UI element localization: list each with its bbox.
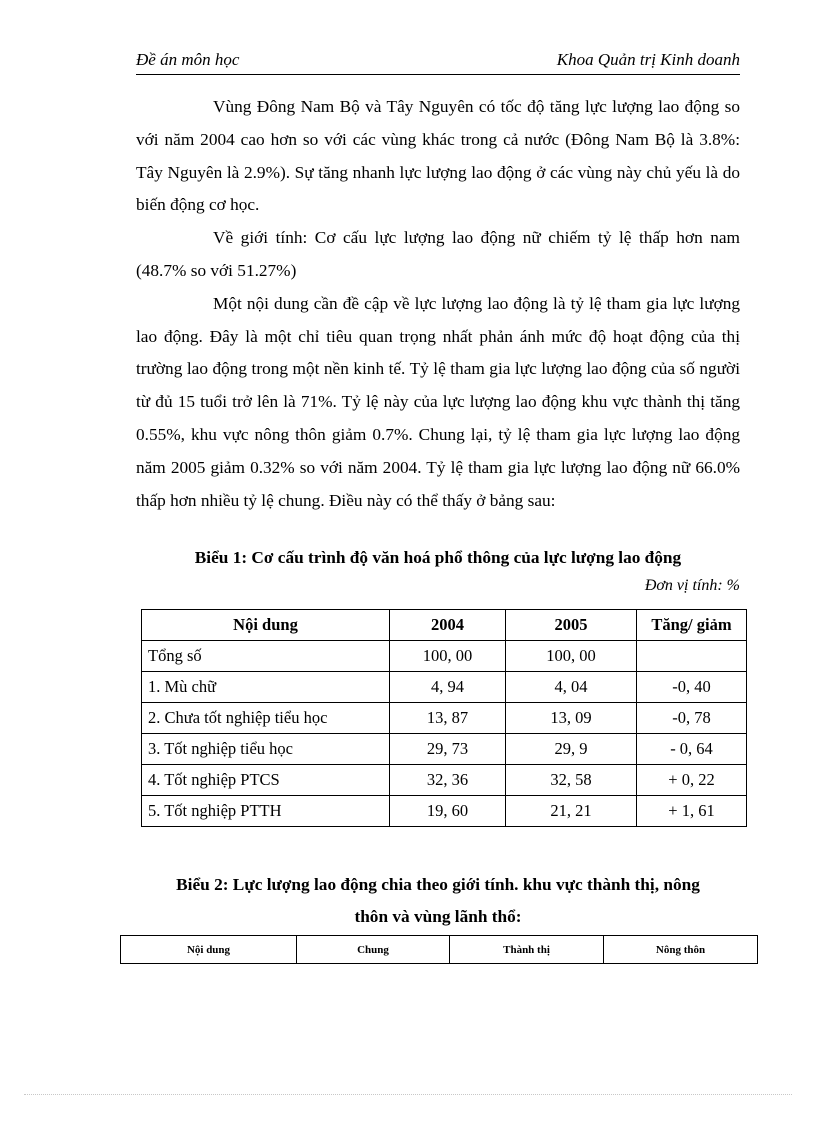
value-change: + 0, 22	[637, 765, 747, 796]
header-course-title: Đề án môn học	[136, 50, 240, 69]
table-row	[142, 672, 747, 703]
table-row	[142, 765, 747, 796]
value-2004: 32, 36	[390, 765, 506, 796]
header-change: Tăng/ giảm	[637, 610, 747, 641]
header-content: Nội dung	[142, 610, 390, 641]
header-total: Chung	[297, 936, 450, 964]
education-structure-table	[141, 609, 747, 827]
table-row	[142, 796, 747, 827]
table-row	[142, 734, 747, 765]
table1-unit: Đơn vị tính: %	[644, 577, 740, 594]
page-bottom-divider	[24, 1094, 792, 1095]
value-2004: 100, 00	[390, 641, 506, 672]
header-2005: 2005	[506, 610, 637, 641]
table2-caption-line1: Biểu 2: Lực lượng lao động chia theo giới tính. khu vực thành thị, nông	[176, 875, 700, 894]
value-2005: 29, 9	[506, 734, 637, 765]
header-urban: Thành thị	[450, 936, 604, 964]
table-header-row	[142, 610, 747, 641]
value-2004: 19, 60	[390, 796, 506, 827]
table-row	[142, 703, 747, 734]
value-2004: 13, 87	[390, 703, 506, 734]
table-header-row	[121, 936, 758, 964]
row-label: Tổng số	[142, 641, 390, 672]
paragraph-regional-growth: Vùng Đông Nam Bộ và Tây Nguyên có tốc độ tăng lực lượng lao động so với năm 2004 cao hơn so với các vùng khác trong cả nước (Đông Nam Bộ là 3.8%: Tây Nguyên là 2.9%). Sự tăng nhanh lực lượng lao động ở các vùng này chủ yếu là do biến động cơ học.	[136, 97, 740, 215]
body-text	[136, 91, 740, 517]
table2-caption	[136, 869, 740, 933]
value-2005: 4, 04	[506, 672, 637, 703]
value-2005: 32, 58	[506, 765, 637, 796]
table2-caption-line2: thôn và vùng lãnh thổ:	[354, 907, 522, 926]
page-header	[136, 48, 740, 75]
value-2005: 21, 21	[506, 796, 637, 827]
value-change: + 1, 61	[637, 796, 747, 827]
table1-caption: Biểu 1: Cơ cấu trình độ văn hoá phổ thông của lực lượng lao động	[194, 548, 682, 567]
row-label: 2. Chưa tốt nghiệp tiểu học	[142, 703, 390, 734]
table-row	[142, 641, 747, 672]
row-label: 1. Mù chữ	[142, 672, 390, 703]
row-label: 4. Tốt nghiệp PTCS	[142, 765, 390, 796]
paragraph-gender: Về giới tính: Cơ cấu lực lượng lao động nữ chiếm tỷ lệ thấp hơn nam (48.7% so với 51.27%)	[136, 228, 740, 280]
paragraph-participation-rate: Một nội dung cần đề cập về lực lượng lao động là tỷ lệ tham gia lực lượng lao động. Đây là một chỉ tiêu quan trọng nhất phản ánh mức độ hoạt động của thị trường lao động trong một nền kinh tế. Tỷ lệ tham gia lực lượng lao động của số người từ đủ 15 tuổi trở lên là 71%. Tỷ lệ này của lực lượng lao động khu vực thành thị tăng 0.55%, khu vực nông thôn giảm 0.7%. Chung lại, tỷ lệ tham gia lực lượng lao động năm 2005 giảm 0.32% so với năm 2004. Tỷ lệ tham gia lực lượng lao động nữ 66.0% thấp hơn nhiều tỷ lệ chung. Điều này có thể thấy ở bảng sau:	[136, 293, 740, 510]
header-faculty-name: Khoa Quản trị Kinh doanh	[556, 50, 740, 69]
value-change: -0, 40	[637, 672, 747, 703]
value-2004: 29, 73	[390, 734, 506, 765]
value-change: -0, 78	[637, 703, 747, 734]
value-change: - 0, 64	[637, 734, 747, 765]
header-rural: Nông thôn	[604, 936, 758, 964]
row-label: 5. Tốt nghiệp PTTH	[142, 796, 390, 827]
labor-force-table	[120, 935, 758, 964]
header-content: Nội dung	[121, 936, 297, 964]
value-change	[637, 641, 747, 672]
value-2005: 13, 09	[506, 703, 637, 734]
value-2004: 4, 94	[390, 672, 506, 703]
header-2004: 2004	[390, 610, 506, 641]
row-label: 3. Tốt nghiệp tiểu học	[142, 734, 390, 765]
value-2005: 100, 00	[506, 641, 637, 672]
